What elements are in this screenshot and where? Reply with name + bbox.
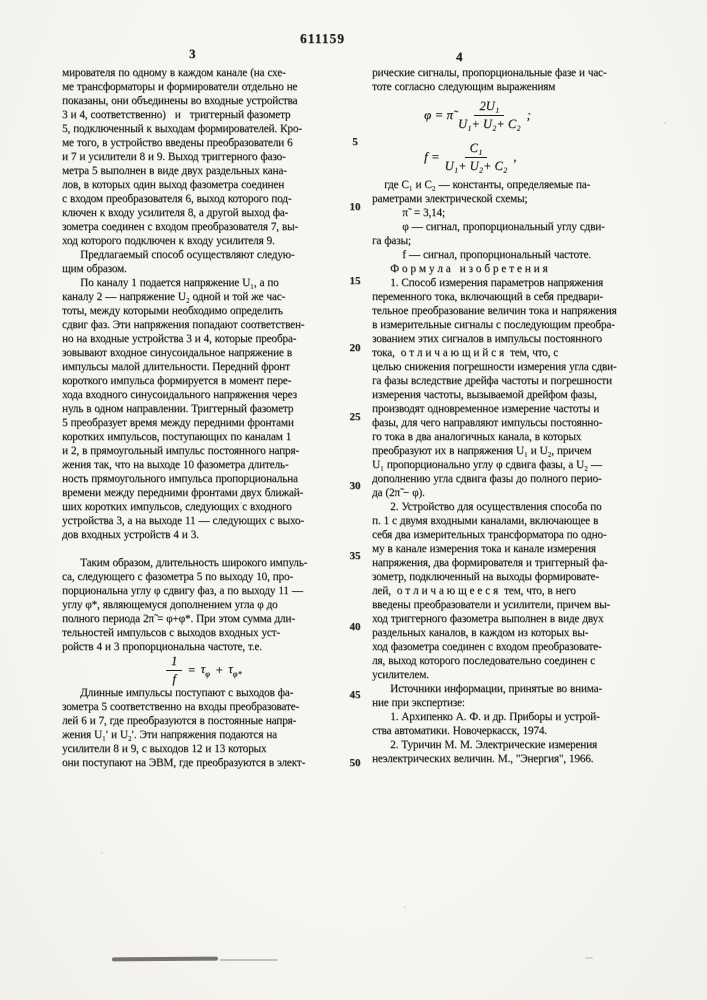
line-number: 50 [349, 757, 361, 769]
column-3-text-top: мирователя по одному в каждом канале (на схе- ме трансформаторы и формирователи отдельно не показаны, они объединены во входные устройства 3 и 4, соответственно) и триггерный фазометр 5, подключенный к выходам формирователей. Кро- ме того, в устройство введены преобразователи 6 и 7 и усилители 8 и 9. Выход триггерного фазо- метра 5 выполнен в виде двух раздельных кана- лов, в которых один выход фазометра соединен с входом преобразователя 6, выход которого под- ключен к входу усилителя 8, а другой выход фа- зометра соединен с входом преобразователя 7, вы- ход которого подключен к входу усилителя 9. Предлагаемый способ осуществляют следую- щим образом. По каналу 1 подается напряжение U₁, а по каналу 2 — напряжение U₂ одной и той же час- тоты, между которыми необходимо определить сдвиг фаз. Эти напряжения попадают соответствен- но на входные устройства 3 и 4, которые преобра- зовывают входное синусоидальное напряжение в импульсы малой длительности. Передний фронт короткого импульса формируется в момент пере- хода входного синусоидального напряжения через нуль в одном направлении. Триггерный фазометр 5 преобразует время между передними фронтами коротких импульсов, поступающих по каналам 1 и 2, в прямоугольный импульс постоянного напря- жения так, что на выходе 10 фазометра длитель- ность прямоугольного импульса пропорциональна времени между передними фронтами двух ближай- ших коротких импульсов, следующих с входного устройства 3, а на выходе 11 — следующих с выхо- дов входных устройств 4 и 3. Таким образом, длительность широкого импуль- са, следующего с фазометра 5 по выходу 10, про- порциональна углу φ сдвигу фаз, а по выходу 11 — углу φ*, являющемуся дополнением угла φ до полного периода 2π̃ = φ+φ*. При этом сумма дли- тельностей импульсов с выходов входных уст- ройств 4 и 3 пропорциональна частоте, т.е. [62, 67, 308, 653]
line-number-gutter [342, 0, 368, 1000]
plus-sign: + [214, 662, 224, 677]
line-number: 5 [352, 136, 358, 148]
scan-speck [404, 906, 406, 908]
fraction-numerator: 1 [166, 654, 182, 670]
column-3-text-bottom: Длинные импульсы поступают с выходов фа- зометра 5 соответственно на входы преобразовате- лей 6 и 7, где преобразуются в постоянные напря- жения U₁′ и U₂′. Эти напряжения подаются на усилители 8 и 9, с выходов 12 и 13 которых они поступают на ЭВМ, где преобразуются в элект- [62, 687, 306, 769]
line-number: 35 [349, 550, 361, 562]
scan-speck [520, 348, 522, 350]
line-number: 30 [349, 480, 361, 492]
frequency-denominator: U₁+ U₂+ C₂ [444, 158, 508, 173]
scan-smudge-tail [220, 959, 278, 961]
phase-numerator: 2U₁ [474, 99, 504, 115]
tau-phi-star-subscript: φ* [232, 668, 242, 679]
phase-punctuation: ; [526, 107, 531, 122]
formula-period-sum [62, 654, 356, 686]
line-number: 45 [349, 689, 361, 701]
scan-speck [101, 852, 103, 854]
formula-frequency [372, 136, 666, 178]
frequency-punctuation: , [513, 149, 517, 164]
frequency-fraction [445, 141, 508, 173]
line-number: 40 [349, 621, 361, 633]
line-number: 10 [349, 201, 361, 213]
scan-smudge [112, 957, 218, 962]
phase-lhs: φ = π̃ [424, 107, 453, 122]
line-number: 15 [349, 275, 361, 287]
fraction-one-over-f [166, 654, 182, 686]
column-4 [372, 66, 666, 766]
fraction-denominator: f [172, 671, 176, 686]
equals-sign: = [187, 662, 196, 677]
tau-phi-term: $\tau_\varphi$ [200, 661, 210, 679]
scan-speck [240, 502, 242, 504]
formula-phase [372, 94, 666, 136]
phase-fraction [458, 99, 521, 131]
phase-denominator: U₁+ U₂+ C₂ [457, 116, 521, 131]
column-3 [62, 66, 356, 770]
line-number: 20 [349, 342, 361, 354]
line-number: 25 [349, 411, 361, 423]
column-4-intro: рические сигналы, пропорциональные фазе и час- тоте согласно следующим выражениям [372, 67, 607, 93]
frequency-lhs: f = [424, 149, 440, 164]
tau-phi-subscript: φ [205, 668, 210, 679]
patent-number: 611159 [300, 31, 346, 46]
column-number-left: 3 [189, 46, 196, 61]
column-number-right: 4 [456, 49, 463, 64]
frequency-numerator: C₁ [465, 141, 488, 157]
scan-speck [585, 957, 593, 959]
tau-phi-star-term: $\tau_{\varphi*}$ [228, 661, 242, 679]
column-4-body: где C₁ и C₂ — константы, определяемые па- раметрами электрической схемы; π̃ = 3,14; φ — сигнал, пропорциональный углу сдви- га фазы; f — сигнал, пропорциональный частоте. Ф о р м у л а и з о б р е т е н и я 1. Способ измерения параметров напряжения переменного тока, включающий в себя предвари- тельное преобразование величин тока и напряжения в измерительные сигналы с последующим преобра- зованием этих сигналов в импульсы постоянного тока, о т л и ч а ю щ и й с я тем, что, с целью снижения погрешности измерения угла сдви- га фазы вследствие дрейфа частоты и погрешности измерения частоты, вызываемой дрейфом фазы, производят одновременное измерение частоты и фазы, для чего направляют импульсы постоянно- го тока в два аналогичных канала, в которых преобразуют их в напряжения U₁ и U₂, причем U₁ пропорционально углу φ сдвига фазы, а U₂ — дополнению угла сдвига фазы до полного перио- да (2π̃ − φ). 2. Устройство для осуществления способа по п. 1 с двумя входными каналами, включающее в себя два измерительных трансформатора по одно- му в канале измерения тока и канале измерения напряжения, два формирователя и триггерный фа- зометр, подключенный на выходы формировате- лей, о т л и ч а ю щ е е с я тем, что, в него введены преобразователи и усилители, причем вы- ход триггерного фазометра выполнен в виде двух раздельных каналов, в каждом из которых вы- ход фазометра соединен с входом преобразовате- ля, выход которого последовательно соединен с усилителем. Источники информации, принятые во внима- ние при экспертизе: 1. Архипенко А. Ф. и др. Приборы и устрой- ства автоматики. Новочеркасск, 1974. 2. Туричин М. М. Электрические измерения неэлектрических величин. М., "Энергия", 1966. [372, 179, 617, 765]
scan-speck [664, 122, 666, 124]
